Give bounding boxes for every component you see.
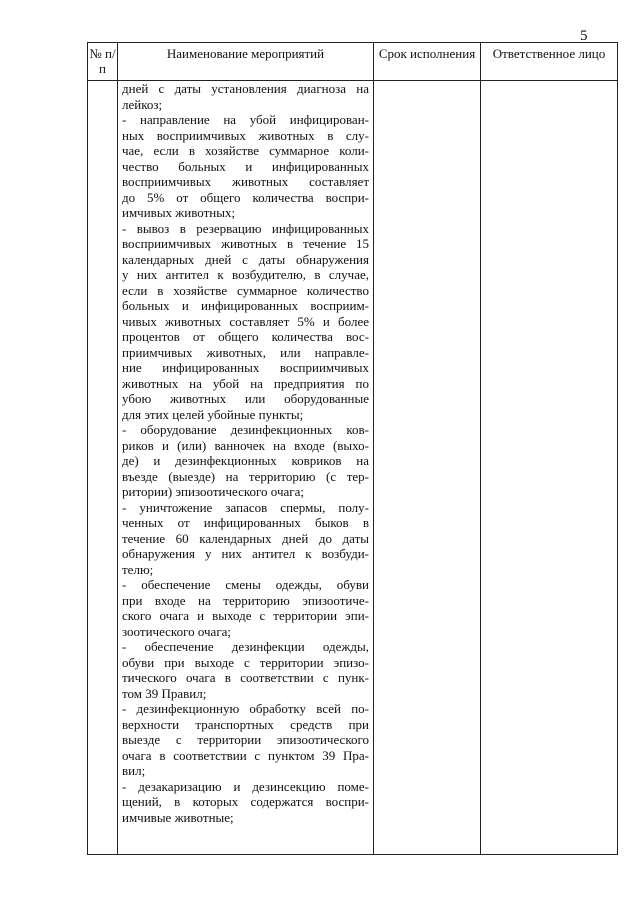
text-line: обнаружения у них антител к возбуди- [122,546,369,561]
measures-table [87,42,618,855]
text-line: восприимчивых животных составляет [122,174,369,189]
text-line: - обеспечение дезинфекции одежды, [122,639,369,654]
text-line: для этих целей убойные пункты; [122,406,304,422]
text-line: риков и (или) ванночек на входе (выхо- [122,437,369,453]
text-line: - дезакаризацию и дезинсекцию поме- [122,778,369,794]
text-line: процентов от общего количества вос- [122,329,369,344]
text-line: животных на убой на предприятия по [122,375,369,391]
text-line: убою животных или оборудованные [122,391,369,406]
text-line: щений, в которых содержатся воспри- [122,794,369,809]
text-line: чество больных и инфицированных [122,158,369,174]
text-line: том 39 Правил; [122,685,207,701]
text-line: имчивые животные; [122,809,234,825]
text-line: - оборудование дезинфекционных ков- [122,422,369,437]
header-deadline: Срок исполнения [374,43,481,81]
text-line: у них антител к возбудителю, в случае, [122,267,369,282]
table-row [88,81,618,855]
text-line: восприимчивых животных в течение 15 [122,236,369,251]
text-line: очага в соответствии с пунктом 39 Пра- [122,747,369,763]
text-line: при входе на территорию эпизоотиче- [122,592,369,608]
text-line: лейкоз; [122,96,163,112]
header-responsible: Ответственное лицо [481,43,618,81]
text-line: ных восприимчивых животных в слу- [122,127,369,143]
text-line: чае, если в хозяйстве суммарное коли- [122,143,369,158]
text-line: телю; [122,561,154,577]
text-line: чивых животных составляет 5% и более [122,313,369,329]
cell-responsible [481,81,618,855]
header-number: № п/п [88,43,118,81]
text-line: дней с даты установления диагноза на [122,81,369,96]
text-line: зоотического очага; [122,623,232,639]
text-line: выезде с территории эпизоотического [122,732,369,747]
text-line: ритории) эпизоотического очага; [122,484,304,499]
page-number: 5 [580,28,588,44]
text-line: тического очага в соответствии с пунк- [122,670,369,685]
text-line: - обеспечение смены одежды, обуви [122,577,369,592]
text-line: - дезинфекционную обработку всей по- [122,701,369,716]
text-line: ченных от инфицированных быков в [122,515,369,530]
text-line: календарных дней с даты обнаружения [122,251,369,267]
text-line: де) и дезинфекционных ковриков на [122,453,369,468]
text-line: приимчивых животных, или направле- [122,344,369,360]
text-line: до 5% от общего количества воспри- [122,189,369,205]
text-line: въезде (выезде) на территорию (с тер- [122,468,369,484]
text-line: - направление на убой инфицирован- [122,112,369,127]
text-line: ние инфицированных восприимчивых [122,360,369,375]
text-line: - уничтожение запасов спермы, полу- [122,499,369,515]
text-line: ского очага и выходе с территории эпи- [122,608,369,623]
text-line: вил; [122,763,146,778]
table-header-row [88,43,618,81]
text-line: течение 60 календарных дней до даты [122,530,369,546]
header-name: Наименование мероприятий [118,43,374,81]
cell-measures-text [118,81,374,855]
text-line: верхности транспортных средств при [122,716,369,732]
text-line: обуви при выходе с территории эпизо- [122,654,369,670]
text-line: если в хозяйстве суммарное количество [122,282,369,298]
cell-deadline [374,81,481,855]
text-line: больных и инфицированных восприим- [122,298,369,313]
cell-number [88,81,118,855]
text-line: имчивых животных; [122,205,236,220]
text-line: - вывоз в резервацию инфицированных [122,220,369,236]
